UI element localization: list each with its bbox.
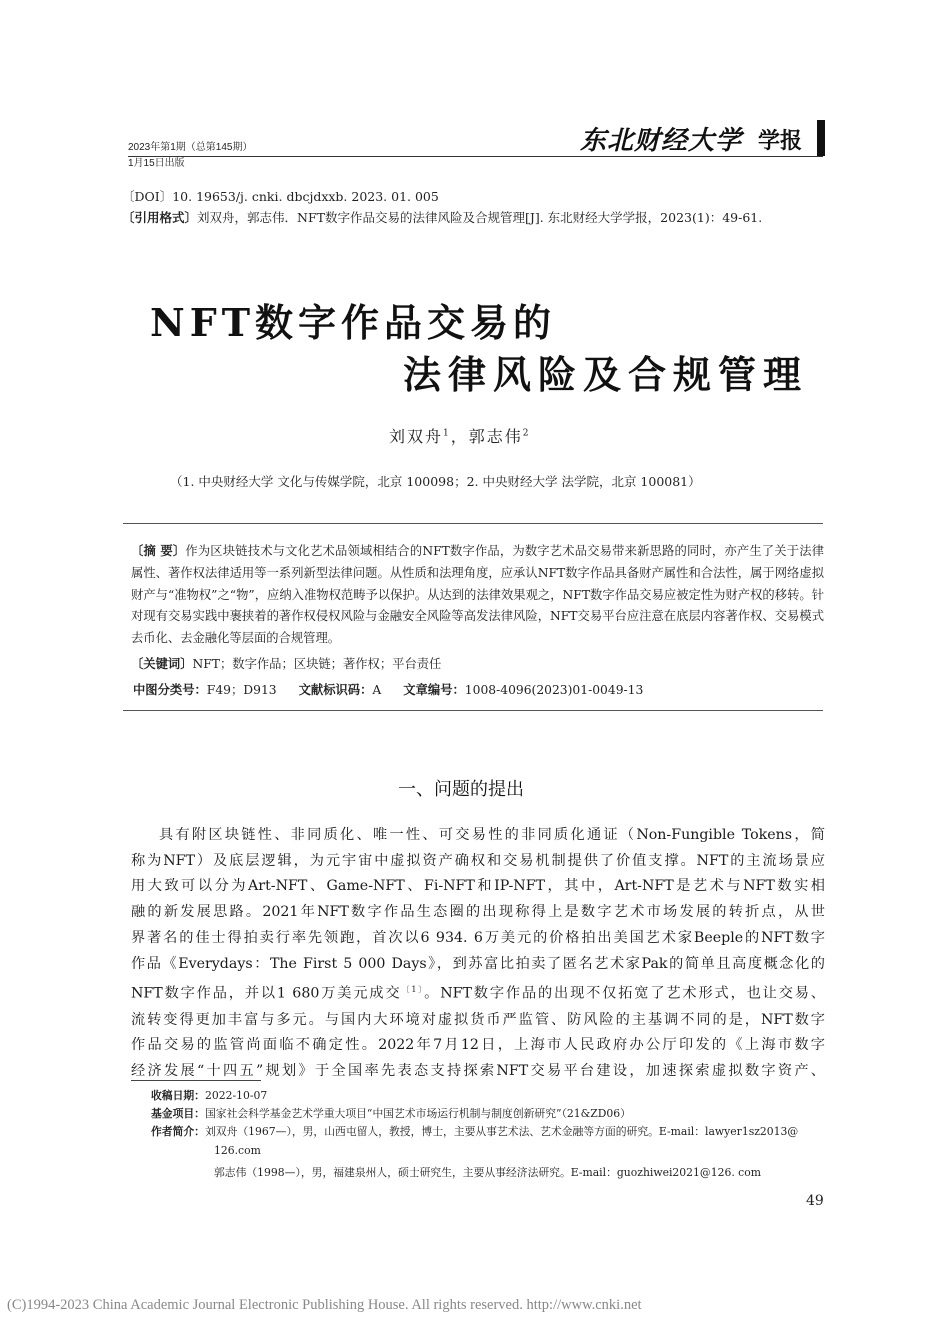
author-1: 刘双舟 [389,427,444,446]
page-number: 49 [806,1193,824,1209]
doi-value: 10. 19653/j. cnki. dbcjdxxb. 2023. 01. 005 [172,189,439,204]
body-line: NFT数字作品，并以1 680万美元成交 [131,985,402,1002]
body-line: 具有附区块链性、非同质化、唯一性、可交易性的非同质化通证（Non-Fungible Tokens，简 [159,827,825,843]
issue-line: 2023年第1期（总第145期） [128,142,253,153]
author-separator: ， [450,427,469,446]
doc-code-value: A [372,683,382,697]
author-line [389,424,531,447]
fund-label: 基金项目： [151,1107,205,1120]
body-line: 界著名的佳士得拍卖行率先领跑，首次以6 934. 6万美元的价格拍出美国艺术家Beeple的NFT数字 [131,929,825,946]
keywords-label: 〔关键词〕 [131,657,193,671]
citation-line [122,210,762,226]
affiliations: （1. 中央财经大学 文化与传媒学院，北京 100098；2. 中央财经大学 法学院，北京 100081） [170,474,701,489]
body-line: 流转变得更加丰富与多元。与国内大环境对虚拟货币严监管、防风险的主基调不同的是，NFT数字 [131,1011,825,1028]
fund-value: 国家社会科学基金艺术学重大项目“中国艺术市场运行机制与制度创新研究”（21&ZD06） [204,1107,631,1120]
body-line: 作品交易的监管尚面临不确定性。2022年7月12日，上海市人民政府办公厅印发的《上海市数字 [131,1037,825,1054]
title-line-2: 法律风险及合规管理 [403,352,809,397]
abstract [131,541,824,650]
citation-ref[interactable]: 〔1〕 [401,985,425,995]
body-line: 经济发展“十四五”规划》于全国率先表态支持探索NFT交易平台建设，加速探索虚拟数字资产、 [131,1063,825,1080]
abstract-text: 作为区块链技术与文化艺术品领域相结合的NFT数字作品，为数字艺术品交易带来新思路的同时，亦产生了关于法律属性、著作权法律适用等一系列新型法律问题。从性质和法理角度，应承认NFT数字作品具备财产属性和合法性，属于网络虚拟财产与“准物权”之“物”，应纳入准物权范畴予以保护。从达到的法律效果观之，NFT数字作品交易应被定性为财产权的移转。针对现有交易实践中裹挟着的著作权侵权风险与金融安全风险等高发法律风险，NFT交易平台应注意在底层内容著作权、交易模式去币化、去金融化等层面的合规管理。 [131,544,824,646]
bio-1-continued: 126.com [214,1144,261,1157]
received-label: 收稿日期： [151,1089,205,1102]
section-heading: 一、问题的提出 [398,779,524,800]
journal-logo-bar [817,120,825,156]
journal-name-suffix: 学报 [758,129,803,154]
abstract-top-rule [123,523,823,524]
journal-name-calligraphy: 东北财经大学 [580,126,743,156]
article-number-value: 1008-4096(2023)01-0049-13 [464,683,644,697]
classification-line [133,680,643,698]
body-line: 融的新发展思路。2021年NFT数字作品生态圈的出现称得上是数字艺术市场发展的转折点，从世 [131,904,825,921]
date-line: 1月15日出版 [128,158,185,169]
footnote-rule [131,1080,261,1081]
doc-code-label: 文献标识码： [298,683,373,697]
body-line: 。NFT数字作品的出现不仅拓宽了艺术形式，也让交易、 [424,985,825,1002]
bio-label: 作者简介： [151,1125,205,1138]
body-line: 称为NFT）及底层逻辑，为元宇宙中虚拟资产确权和交易机制提供了价值支撑。NFT的主流场景应 [131,852,825,869]
author-2-affil-mark: 2 [522,428,531,439]
footnote-received [151,1088,267,1103]
bio-1: 刘双舟（1967—），男，山西屯留人，教授，博士，主要从事艺术法、艺术金融等方面的研究。E-mail：lawyer1sz2013@ [204,1125,799,1138]
journal-logo [580,118,825,158]
abstract-label: 〔摘 要〕 [131,544,186,558]
article-number-label: 文章编号： [403,683,465,697]
citation-label: 〔引用格式〕 [122,210,198,225]
footnote-bio-1 [151,1124,798,1139]
title-line-1: NFT数字作品交易的 [150,300,556,345]
copyright-footer: (C)1994-2023 China Academic Journal Electronic Publishing House. All rights reserved. http://www.cnki.net [7,1297,642,1313]
clc-label: 中图分类号： [133,683,207,697]
body-line: 作品《Everydays：The First 5 000 Days》，到苏富比拍卖了匿名艺术家Pak的简单且高度概念化的 [131,955,825,972]
clc-value: F49；D913 [206,683,277,697]
body-line: 用大致可以分为Art-NFT、Game-NFT、Fi-NFT和IP-NFT，其中，Art-NFT是艺术与NFT数实相 [131,878,825,895]
doi-label: 〔DOI〕 [122,189,173,204]
keywords [131,654,441,672]
body-paragraph [131,823,825,1085]
author-1-affil-mark: 1 [443,428,451,439]
doi-line [122,189,439,205]
received-value: 2022-10-07 [204,1089,268,1102]
bio-2: 郭志伟（1998—），男，福建泉州人，硕士研究生，主要从事经济法研究。E-mail：guozhiwei2021@126. com [214,1166,761,1179]
author-2: 郭志伟 [468,427,523,446]
abstract-bottom-rule [123,710,823,711]
footnote-fund [151,1106,631,1121]
citation-value: 刘双舟，郭志伟．NFT数字作品交易的法律风险及合规管理[J]. 东北财经大学学报，2023(1)：49-61. [197,210,763,225]
keywords-text: NFT；数字作品；区块链；著作权；平台责任 [192,657,442,671]
